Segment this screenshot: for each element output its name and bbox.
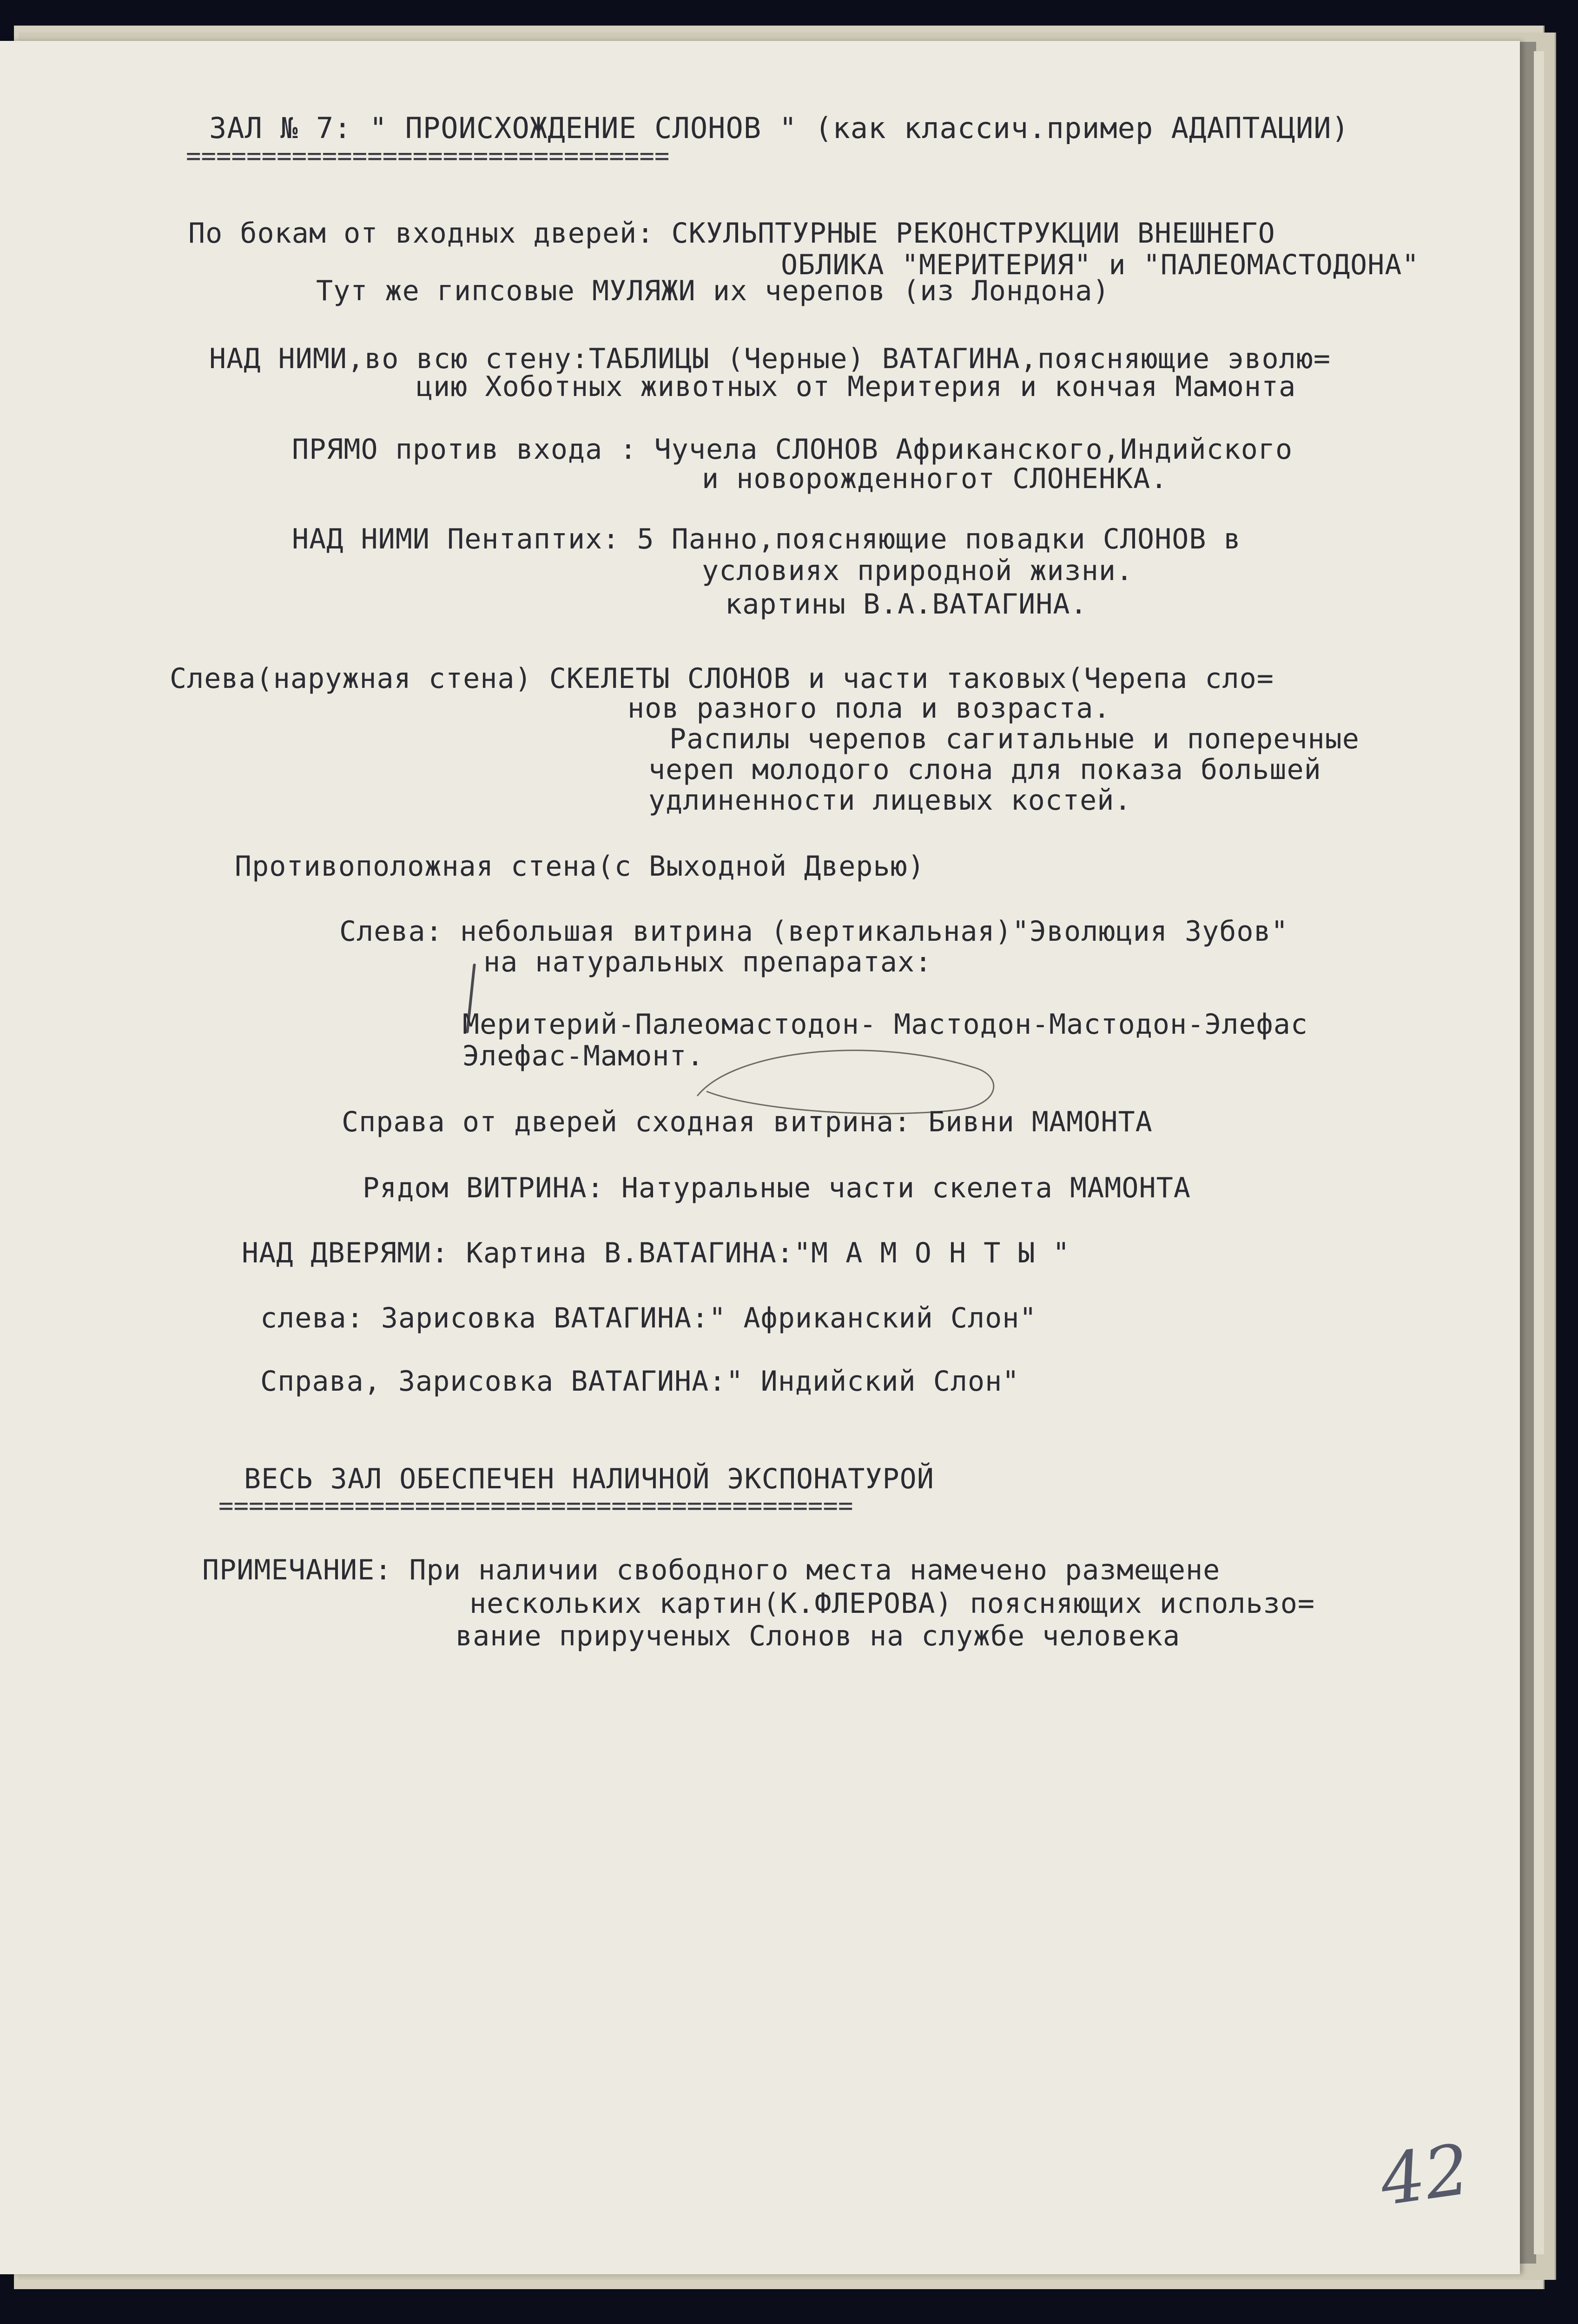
display-case-line-2: на натуральных препаратах: — [483, 946, 932, 978]
african-elephant-sketch: слева: Зарисовка ВАТАГИНА:" Африканский Слон" — [260, 1302, 1037, 1334]
handwritten-page-number: 42 — [1375, 2129, 1475, 2222]
opposite-wall-heading: Противоположная стена(с Выходной Дверью) — [235, 850, 925, 883]
hall-title-underline: ================================ — [186, 141, 670, 171]
above-doors-painting: НАД ДВЕРЯМИ: Картина В.ВАТАГИНА:"М А М О Н Т Ы " — [242, 1237, 1070, 1269]
indian-elephant-sketch: Справа, Зарисовка ВАТАГИНА:" Индийский Слон" — [260, 1365, 1020, 1398]
hall-summary-underline: ========================================== — [218, 1491, 853, 1520]
left-wall-line-2: нов разного пола и возраста. — [627, 692, 1111, 725]
teeth-evolution-line-1: Меритерий-Палеомастодон- Мастодон-Мастодон-Элефас — [462, 1008, 1308, 1041]
page-shadow-edge — [1518, 42, 1536, 2264]
tables-line-1: НАД НИМИ,во всю стену:ТАБЛИЦЫ (Черные) ВАТАГИНА,поясняющие эволю= — [209, 343, 1331, 375]
tables-line-2: цию Хоботных животных от Меритерия и кончая Мамонта — [416, 370, 1296, 403]
opposite-entrance-line-2: и новорожденногот СЛОНЕНКА. — [702, 462, 1168, 495]
note-line-2: нескольких картин(К.ФЛЕРОВА) поясняющих использо= — [469, 1587, 1315, 1620]
tusks-display-case: Справа от дверей сходная витрина: Бивни МАМОНТА — [342, 1106, 1153, 1138]
hall-title: ЗАЛ № 7: " ПРОИСХОЖДЕНИЕ СЛОНОВ " (как классич.пример АДАПТАЦИИ) — [209, 111, 1349, 145]
left-wall-line-3: Распилы черепов сагитальные и поперечные — [669, 723, 1360, 755]
left-wall-line-1: Слева(наружная стена) СКЕЛЕТЫ СЛОНОВ и части таковых(Черепа сло= — [170, 662, 1274, 695]
left-wall-line-4: череп молодого слона для показа большей — [648, 753, 1321, 786]
skeleton-display-case: Рядом ВИТРИНА: Натуральные части скелета МАМОНТА — [363, 1172, 1191, 1204]
opposite-entrance-line-1: ПРЯМО против входа : Чучела СЛОНОВ Африканского,Индийского — [292, 433, 1293, 466]
entrance-line-2: ОБЛИКА "МЕРИТЕРИЯ" и "ПАЛЕОМАСТОДОНА" — [781, 249, 1420, 281]
pentaptych-line-1: НАД НИМИ Пентаптих: 5 Панно,поясняющие повадки СЛОНОВ в — [292, 523, 1241, 555]
back-sheet-edge — [1534, 51, 1544, 2254]
pentaptych-line-2: условиях природной жизни. — [702, 555, 1134, 587]
pentaptych-line-3: картины В.А.ВАТАГИНА. — [725, 588, 1088, 621]
note-line-1: ПРИМЕЧАНИЕ: При наличии свободного места намечено размещене — [202, 1554, 1221, 1586]
document-page — [0, 41, 1520, 2274]
teeth-evolution-line-2: Элефас-Мамонт. — [462, 1040, 704, 1072]
display-case-line-1: Слева: небольшая витрина (вертикальная)"Эволюция Зубов" — [339, 915, 1288, 948]
left-wall-line-5: удлиненности лицевых костей. — [648, 784, 1132, 817]
entrance-line-1: По бокам от входных дверей: СКУЛЬПТУРНЫЕ РЕКОНСТРУКЦИИ ВНЕШНЕГО — [188, 217, 1275, 250]
entrance-line-3: Тут же гипсовые МУЛЯЖИ их черепов (из Лондона) — [316, 275, 1110, 307]
note-line-3: вание прирученых Слонов на службе человека — [456, 1620, 1181, 1652]
hall-summary: ВЕСЬ ЗАЛ ОБЕСПЕЧЕН НАЛИЧНОЙ ЭКСПОНАТУРОЙ — [244, 1463, 934, 1495]
